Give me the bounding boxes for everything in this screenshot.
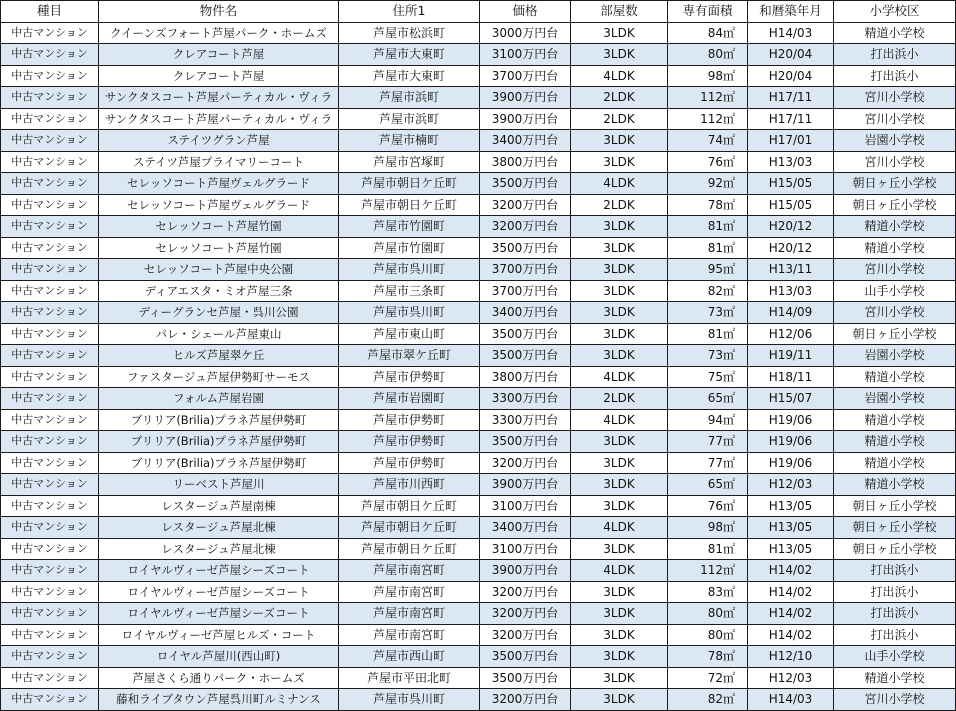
price-cell[interactable]: 3800万円台 xyxy=(480,151,571,173)
price-cell[interactable]: 3200万円台 xyxy=(480,194,571,216)
property-name-cell[interactable]: リーベスト芦屋川 xyxy=(99,474,339,496)
rooms-cell[interactable]: 3LDK xyxy=(571,495,668,517)
price-cell[interactable]: 3900万円台 xyxy=(480,474,571,496)
property-name-cell[interactable]: ロイヤル芦屋川(西山町) xyxy=(99,646,339,668)
floor-area-cell[interactable]: 81㎡ xyxy=(668,237,748,259)
type-cell[interactable]: 中古マンション xyxy=(1,409,99,431)
built-date-cell[interactable]: H13/11 xyxy=(748,259,834,281)
table-row[interactable] xyxy=(1,603,956,625)
table-row[interactable] xyxy=(1,538,956,560)
floor-area-cell[interactable]: 81㎡ xyxy=(668,538,748,560)
school-district-cell[interactable]: 宮川小学校 xyxy=(834,108,956,130)
built-date-cell[interactable]: H13/03 xyxy=(748,280,834,302)
property-name-cell[interactable]: パレ・シェール芦屋東山 xyxy=(99,323,339,345)
property-name-cell[interactable]: ヒルズ芦屋翠ケ丘 xyxy=(99,345,339,367)
built-date-cell[interactable]: H13/03 xyxy=(748,151,834,173)
school-district-cell[interactable]: 朝日ヶ丘小学校 xyxy=(834,323,956,345)
rooms-cell[interactable]: 3LDK xyxy=(571,581,668,603)
header-built-date[interactable]: 和暦築年月 xyxy=(748,1,834,23)
school-district-cell[interactable]: 精道小学校 xyxy=(834,431,956,453)
price-cell[interactable]: 3400万円台 xyxy=(480,130,571,152)
table-row[interactable] xyxy=(1,323,956,345)
rooms-cell[interactable]: 3LDK xyxy=(571,603,668,625)
property-name-cell[interactable]: セレッソコート芦屋竹園 xyxy=(99,216,339,238)
address-cell[interactable]: 芦屋市宮塚町 xyxy=(339,151,480,173)
table-row[interactable] xyxy=(1,366,956,388)
table-row[interactable] xyxy=(1,624,956,646)
price-cell[interactable]: 3500万円台 xyxy=(480,173,571,195)
property-name-cell[interactable]: クイーンズフォート芦屋パーク・ホームズ xyxy=(99,22,339,44)
type-cell[interactable]: 中古マンション xyxy=(1,259,99,281)
rooms-cell[interactable]: 3LDK xyxy=(571,538,668,560)
address-cell[interactable]: 芦屋市南宮町 xyxy=(339,560,480,582)
property-name-cell[interactable]: ディーグランセ芦屋・呉川公園 xyxy=(99,302,339,324)
built-date-cell[interactable]: H14/02 xyxy=(748,560,834,582)
address-cell[interactable]: 芦屋市呉川町 xyxy=(339,259,480,281)
address-cell[interactable]: 芦屋市伊勢町 xyxy=(339,431,480,453)
property-name-cell[interactable]: サンクタスコート芦屋パーティカル・ヴィラ xyxy=(99,108,339,130)
rooms-cell[interactable]: 3LDK xyxy=(571,624,668,646)
property-name-cell[interactable]: ブリリア(Brilia)プラネ芦屋伊勢町 xyxy=(99,409,339,431)
property-name-cell[interactable]: クレアコート芦屋 xyxy=(99,44,339,66)
school-district-cell[interactable]: 精道小学校 xyxy=(834,409,956,431)
property-name-cell[interactable]: セレッソコート芦屋中央公園 xyxy=(99,259,339,281)
school-district-cell[interactable]: 宮川小学校 xyxy=(834,151,956,173)
floor-area-cell[interactable]: 82㎡ xyxy=(668,280,748,302)
type-cell[interactable]: 中古マンション xyxy=(1,667,99,689)
property-name-cell[interactable]: 藤和ライブタウン芦屋呉川町ルミナンス xyxy=(99,689,339,711)
type-cell[interactable]: 中古マンション xyxy=(1,108,99,130)
price-cell[interactable]: 3200万円台 xyxy=(480,689,571,711)
table-row[interactable] xyxy=(1,22,956,44)
price-cell[interactable]: 3900万円台 xyxy=(480,108,571,130)
address-cell[interactable]: 芦屋市東山町 xyxy=(339,323,480,345)
floor-area-cell[interactable]: 65㎡ xyxy=(668,474,748,496)
property-name-cell[interactable]: 芦屋さくら通りパーク・ホームズ xyxy=(99,667,339,689)
school-district-cell[interactable]: 朝日ヶ丘小学校 xyxy=(834,517,956,539)
school-district-cell[interactable]: 打出浜小 xyxy=(834,581,956,603)
built-date-cell[interactable]: H15/07 xyxy=(748,388,834,410)
type-cell[interactable]: 中古マンション xyxy=(1,689,99,711)
rooms-cell[interactable]: 4LDK xyxy=(571,65,668,87)
rooms-cell[interactable]: 3LDK xyxy=(571,345,668,367)
floor-area-cell[interactable]: 92㎡ xyxy=(668,173,748,195)
table-row[interactable] xyxy=(1,689,956,711)
property-name-cell[interactable]: ブリリア(Brilia)プラネ芦屋伊勢町 xyxy=(99,431,339,453)
header-type[interactable]: 種目 xyxy=(1,1,99,23)
type-cell[interactable]: 中古マンション xyxy=(1,474,99,496)
school-district-cell[interactable]: 山手小学校 xyxy=(834,646,956,668)
floor-area-cell[interactable]: 95㎡ xyxy=(668,259,748,281)
built-date-cell[interactable]: H13/05 xyxy=(748,517,834,539)
rooms-cell[interactable]: 3LDK xyxy=(571,474,668,496)
type-cell[interactable]: 中古マンション xyxy=(1,22,99,44)
table-row[interactable] xyxy=(1,409,956,431)
type-cell[interactable]: 中古マンション xyxy=(1,65,99,87)
address-cell[interactable]: 芦屋市楠町 xyxy=(339,130,480,152)
built-date-cell[interactable]: H12/10 xyxy=(748,646,834,668)
type-cell[interactable]: 中古マンション xyxy=(1,194,99,216)
address-cell[interactable]: 芦屋市大東町 xyxy=(339,44,480,66)
address-cell[interactable]: 芦屋市伊勢町 xyxy=(339,452,480,474)
rooms-cell[interactable]: 4LDK xyxy=(571,517,668,539)
address-cell[interactable]: 芦屋市南宮町 xyxy=(339,581,480,603)
price-cell[interactable]: 3000万円台 xyxy=(480,22,571,44)
floor-area-cell[interactable]: 77㎡ xyxy=(668,431,748,453)
built-date-cell[interactable]: H20/04 xyxy=(748,65,834,87)
table-row[interactable] xyxy=(1,130,956,152)
built-date-cell[interactable]: H20/04 xyxy=(748,44,834,66)
school-district-cell[interactable]: 朝日ヶ丘小学校 xyxy=(834,538,956,560)
price-cell[interactable]: 3200万円台 xyxy=(480,216,571,238)
built-date-cell[interactable]: H20/12 xyxy=(748,216,834,238)
address-cell[interactable]: 芦屋市朝日ケ丘町 xyxy=(339,194,480,216)
school-district-cell[interactable]: 精道小学校 xyxy=(834,474,956,496)
floor-area-cell[interactable]: 73㎡ xyxy=(668,345,748,367)
school-district-cell[interactable]: 精道小学校 xyxy=(834,366,956,388)
floor-area-cell[interactable]: 82㎡ xyxy=(668,689,748,711)
table-body xyxy=(1,22,956,710)
address-cell[interactable]: 芦屋市翠ケ丘町 xyxy=(339,345,480,367)
property-name-cell[interactable]: ステイツ芦屋プライマリーコート xyxy=(99,151,339,173)
floor-area-cell[interactable]: 80㎡ xyxy=(668,603,748,625)
address-cell[interactable]: 芦屋市朝日ケ丘町 xyxy=(339,517,480,539)
rooms-cell[interactable]: 4LDK xyxy=(571,173,668,195)
floor-area-cell[interactable]: 112㎡ xyxy=(668,560,748,582)
price-cell[interactable]: 3200万円台 xyxy=(480,603,571,625)
address-cell[interactable]: 芦屋市呉川町 xyxy=(339,302,480,324)
table-row[interactable] xyxy=(1,87,956,109)
table-row[interactable] xyxy=(1,151,956,173)
property-name-cell[interactable]: ロイヤルヴィーゼ芦屋シーズコート xyxy=(99,581,339,603)
built-date-cell[interactable]: H14/03 xyxy=(748,22,834,44)
built-date-cell[interactable]: H20/12 xyxy=(748,237,834,259)
address-cell[interactable]: 芦屋市伊勢町 xyxy=(339,409,480,431)
header-school-district[interactable]: 小学校区 xyxy=(834,1,956,23)
school-district-cell[interactable]: 朝日ヶ丘小学校 xyxy=(834,495,956,517)
floor-area-cell[interactable]: 74㎡ xyxy=(668,130,748,152)
type-cell[interactable]: 中古マンション xyxy=(1,603,99,625)
type-cell[interactable]: 中古マンション xyxy=(1,345,99,367)
table-row[interactable] xyxy=(1,560,956,582)
type-cell[interactable]: 中古マンション xyxy=(1,237,99,259)
property-name-cell[interactable]: レスタージュ芦屋北棟 xyxy=(99,538,339,560)
property-name-cell[interactable]: ファスタージュ芦屋伊勢町サーモス xyxy=(99,366,339,388)
school-district-cell[interactable]: 宮川小学校 xyxy=(834,259,956,281)
address-cell[interactable]: 芦屋市竹園町 xyxy=(339,237,480,259)
type-cell[interactable]: 中古マンション xyxy=(1,151,99,173)
price-cell[interactable]: 3700万円台 xyxy=(480,259,571,281)
type-cell[interactable]: 中古マンション xyxy=(1,495,99,517)
school-district-cell[interactable]: 精道小学校 xyxy=(834,667,956,689)
school-district-cell[interactable]: 精道小学校 xyxy=(834,452,956,474)
price-cell[interactable]: 3200万円台 xyxy=(480,624,571,646)
type-cell[interactable]: 中古マンション xyxy=(1,173,99,195)
table-row[interactable] xyxy=(1,495,956,517)
school-district-cell[interactable]: 打出浜小 xyxy=(834,603,956,625)
type-cell[interactable]: 中古マンション xyxy=(1,452,99,474)
property-name-cell[interactable]: サンクタスコート芦屋パーティカル・ヴィラ xyxy=(99,87,339,109)
built-date-cell[interactable]: H14/02 xyxy=(748,581,834,603)
rooms-cell[interactable]: 3LDK xyxy=(571,216,668,238)
price-cell[interactable]: 3500万円台 xyxy=(480,237,571,259)
price-cell[interactable]: 3100万円台 xyxy=(480,538,571,560)
type-cell[interactable]: 中古マンション xyxy=(1,87,99,109)
price-cell[interactable]: 3300万円台 xyxy=(480,409,571,431)
price-cell[interactable]: 3400万円台 xyxy=(480,302,571,324)
type-cell[interactable]: 中古マンション xyxy=(1,216,99,238)
school-district-cell[interactable]: 精道小学校 xyxy=(834,216,956,238)
built-date-cell[interactable]: H12/03 xyxy=(748,667,834,689)
rooms-cell[interactable]: 2LDK xyxy=(571,194,668,216)
property-name-cell[interactable]: ステイツグラン芦屋 xyxy=(99,130,339,152)
school-district-cell[interactable]: 岩園小学校 xyxy=(834,388,956,410)
type-cell[interactable]: 中古マンション xyxy=(1,280,99,302)
rooms-cell[interactable]: 3LDK xyxy=(571,689,668,711)
property-name-cell[interactable]: ディアエスタ・ミオ芦屋三条 xyxy=(99,280,339,302)
type-cell[interactable]: 中古マンション xyxy=(1,431,99,453)
property-name-cell[interactable]: クレアコート芦屋 xyxy=(99,65,339,87)
address-cell[interactable]: 芦屋市浜町 xyxy=(339,87,480,109)
type-cell[interactable]: 中古マンション xyxy=(1,388,99,410)
address-cell[interactable]: 芦屋市松浜町 xyxy=(339,22,480,44)
property-name-cell[interactable]: レスタージュ芦屋北棟 xyxy=(99,517,339,539)
type-cell[interactable]: 中古マンション xyxy=(1,130,99,152)
school-district-cell[interactable]: 打出浜小 xyxy=(834,65,956,87)
table-row[interactable] xyxy=(1,237,956,259)
floor-area-cell[interactable]: 75㎡ xyxy=(668,366,748,388)
type-cell[interactable]: 中古マンション xyxy=(1,581,99,603)
table-row[interactable] xyxy=(1,452,956,474)
built-date-cell[interactable]: H12/03 xyxy=(748,474,834,496)
floor-area-cell[interactable]: 77㎡ xyxy=(668,452,748,474)
rooms-cell[interactable]: 3LDK xyxy=(571,667,668,689)
address-cell[interactable]: 芦屋市川西町 xyxy=(339,474,480,496)
floor-area-cell[interactable]: 98㎡ xyxy=(668,517,748,539)
school-district-cell[interactable]: 岩園小学校 xyxy=(834,345,956,367)
table-row[interactable] xyxy=(1,259,956,281)
floor-area-cell[interactable]: 78㎡ xyxy=(668,194,748,216)
table-row[interactable] xyxy=(1,581,956,603)
property-name-cell[interactable]: セレッソコート芦屋ヴェルグラード xyxy=(99,194,339,216)
property-name-cell[interactable]: セレッソコート芦屋竹園 xyxy=(99,237,339,259)
price-cell[interactable]: 3900万円台 xyxy=(480,560,571,582)
address-cell[interactable]: 芦屋市呉川町 xyxy=(339,689,480,711)
floor-area-cell[interactable]: 65㎡ xyxy=(668,388,748,410)
type-cell[interactable]: 中古マンション xyxy=(1,560,99,582)
school-district-cell[interactable]: 朝日ヶ丘小学校 xyxy=(834,194,956,216)
price-cell[interactable]: 3200万円台 xyxy=(480,452,571,474)
address-cell[interactable]: 芦屋市平田北町 xyxy=(339,667,480,689)
table-row[interactable] xyxy=(1,646,956,668)
table-header xyxy=(1,1,956,23)
address-cell[interactable]: 芦屋市南宮町 xyxy=(339,624,480,646)
price-cell[interactable]: 3500万円台 xyxy=(480,667,571,689)
table-row[interactable] xyxy=(1,173,956,195)
built-date-cell[interactable]: H19/06 xyxy=(748,431,834,453)
header-property-name[interactable]: 物件名 xyxy=(99,1,339,23)
table-row[interactable] xyxy=(1,474,956,496)
school-district-cell[interactable]: 宮川小学校 xyxy=(834,87,956,109)
property-name-cell[interactable]: セレッソコート芦屋ヴェルグラード xyxy=(99,173,339,195)
address-cell[interactable]: 芦屋市朝日ケ丘町 xyxy=(339,173,480,195)
property-name-cell[interactable]: レスタージュ芦屋南棟 xyxy=(99,495,339,517)
price-cell[interactable]: 3700万円台 xyxy=(480,280,571,302)
school-district-cell[interactable]: 岩園小学校 xyxy=(834,130,956,152)
table-row[interactable] xyxy=(1,194,956,216)
table-row[interactable] xyxy=(1,65,956,87)
rooms-cell[interactable]: 4LDK xyxy=(571,366,668,388)
floor-area-cell[interactable]: 76㎡ xyxy=(668,151,748,173)
built-date-cell[interactable]: H18/11 xyxy=(748,366,834,388)
table-row[interactable] xyxy=(1,44,956,66)
school-district-cell[interactable]: 打出浜小 xyxy=(834,624,956,646)
table-row[interactable] xyxy=(1,280,956,302)
table-row[interactable] xyxy=(1,431,956,453)
type-cell[interactable]: 中古マンション xyxy=(1,44,99,66)
property-name-cell[interactable]: ロイヤルヴィーゼ芦屋シーズコート xyxy=(99,560,339,582)
type-cell[interactable]: 中古マンション xyxy=(1,302,99,324)
rooms-cell[interactable]: 3LDK xyxy=(571,646,668,668)
rooms-cell[interactable]: 3LDK xyxy=(571,323,668,345)
address-cell[interactable]: 芦屋市南宮町 xyxy=(339,603,480,625)
table-row[interactable] xyxy=(1,345,956,367)
floor-area-cell[interactable]: 112㎡ xyxy=(668,108,748,130)
floor-area-cell[interactable]: 83㎡ xyxy=(668,581,748,603)
school-district-cell[interactable]: 山手小学校 xyxy=(834,280,956,302)
built-date-cell[interactable]: H19/06 xyxy=(748,409,834,431)
price-cell[interactable]: 3900万円台 xyxy=(480,87,571,109)
built-date-cell[interactable]: H13/05 xyxy=(748,495,834,517)
school-district-cell[interactable]: 打出浜小 xyxy=(834,44,956,66)
floor-area-cell[interactable]: 73㎡ xyxy=(668,302,748,324)
floor-area-cell[interactable]: 72㎡ xyxy=(668,667,748,689)
rooms-cell[interactable]: 3LDK xyxy=(571,302,668,324)
school-district-cell[interactable]: 宮川小学校 xyxy=(834,689,956,711)
rooms-cell[interactable]: 2LDK xyxy=(571,108,668,130)
address-cell[interactable]: 芦屋市朝日ケ丘町 xyxy=(339,495,480,517)
built-date-cell[interactable]: H15/05 xyxy=(748,173,834,195)
rooms-cell[interactable]: 3LDK xyxy=(571,151,668,173)
floor-area-cell[interactable]: 94㎡ xyxy=(668,409,748,431)
built-date-cell[interactable]: H17/11 xyxy=(748,87,834,109)
floor-area-cell[interactable]: 84㎡ xyxy=(668,22,748,44)
built-date-cell[interactable]: H15/05 xyxy=(748,194,834,216)
price-cell[interactable]: 3400万円台 xyxy=(480,517,571,539)
header-floor-area[interactable]: 専有面積 xyxy=(668,1,748,23)
table-row[interactable] xyxy=(1,667,956,689)
address-cell[interactable]: 芦屋市竹園町 xyxy=(339,216,480,238)
rooms-cell[interactable]: 3LDK xyxy=(571,130,668,152)
price-cell[interactable]: 3700万円台 xyxy=(480,65,571,87)
price-cell[interactable]: 3500万円台 xyxy=(480,323,571,345)
built-date-cell[interactable]: H12/06 xyxy=(748,323,834,345)
built-date-cell[interactable]: H19/06 xyxy=(748,452,834,474)
school-district-cell[interactable]: 宮川小学校 xyxy=(834,302,956,324)
rooms-cell[interactable]: 3LDK xyxy=(571,237,668,259)
address-cell[interactable]: 芦屋市岩園町 xyxy=(339,388,480,410)
price-cell[interactable]: 3500万円台 xyxy=(480,345,571,367)
floor-area-cell[interactable]: 98㎡ xyxy=(668,65,748,87)
floor-area-cell[interactable]: 81㎡ xyxy=(668,323,748,345)
floor-area-cell[interactable]: 80㎡ xyxy=(668,44,748,66)
school-district-cell[interactable]: 精道小学校 xyxy=(834,22,956,44)
floor-area-cell[interactable]: 76㎡ xyxy=(668,495,748,517)
built-date-cell[interactable]: H13/05 xyxy=(748,538,834,560)
built-date-cell[interactable]: H17/11 xyxy=(748,108,834,130)
rooms-cell[interactable]: 4LDK xyxy=(571,409,668,431)
price-cell[interactable]: 3500万円台 xyxy=(480,431,571,453)
table-row[interactable] xyxy=(1,108,956,130)
property-name-cell[interactable]: ロイヤルヴィーゼ芦屋ヒルズ・コート xyxy=(99,624,339,646)
built-date-cell[interactable]: H17/01 xyxy=(748,130,834,152)
table-row[interactable] xyxy=(1,302,956,324)
rooms-cell[interactable]: 2LDK xyxy=(571,388,668,410)
header-address[interactable]: 住所1 xyxy=(339,1,480,23)
rooms-cell[interactable]: 2LDK xyxy=(571,87,668,109)
school-district-cell[interactable]: 朝日ヶ丘小学校 xyxy=(834,173,956,195)
school-district-cell[interactable]: 打出浜小 xyxy=(834,560,956,582)
address-cell[interactable]: 芦屋市伊勢町 xyxy=(339,366,480,388)
price-cell[interactable]: 3800万円台 xyxy=(480,366,571,388)
floor-area-cell[interactable]: 80㎡ xyxy=(668,624,748,646)
built-date-cell[interactable]: H14/02 xyxy=(748,624,834,646)
price-cell[interactable]: 3200万円台 xyxy=(480,581,571,603)
address-cell[interactable]: 芦屋市西山町 xyxy=(339,646,480,668)
rooms-cell[interactable]: 3LDK xyxy=(571,452,668,474)
rooms-cell[interactable]: 3LDK xyxy=(571,259,668,281)
price-cell[interactable]: 3300万円台 xyxy=(480,388,571,410)
address-cell[interactable]: 芦屋市朝日ケ丘町 xyxy=(339,538,480,560)
type-cell[interactable]: 中古マンション xyxy=(1,323,99,345)
rooms-cell[interactable]: 3LDK xyxy=(571,431,668,453)
built-date-cell[interactable]: H14/02 xyxy=(748,603,834,625)
type-cell[interactable]: 中古マンション xyxy=(1,624,99,646)
floor-area-cell[interactable]: 112㎡ xyxy=(668,87,748,109)
address-cell[interactable]: 芦屋市浜町 xyxy=(339,108,480,130)
rooms-cell[interactable]: 3LDK xyxy=(571,280,668,302)
address-cell[interactable]: 芦屋市大東町 xyxy=(339,65,480,87)
property-name-cell[interactable]: ロイヤルヴィーゼ芦屋シーズコート xyxy=(99,603,339,625)
table-row[interactable] xyxy=(1,388,956,410)
property-name-cell[interactable]: ブリリア(Brilia)プラネ芦屋伊勢町 xyxy=(99,452,339,474)
school-district-cell[interactable]: 精道小学校 xyxy=(834,237,956,259)
price-cell[interactable]: 3100万円台 xyxy=(480,495,571,517)
address-cell[interactable]: 芦屋市三条町 xyxy=(339,280,480,302)
floor-area-cell[interactable]: 78㎡ xyxy=(668,646,748,668)
built-date-cell[interactable]: H19/11 xyxy=(748,345,834,367)
header-rooms[interactable]: 部屋数 xyxy=(571,1,668,23)
header-row xyxy=(1,1,956,23)
property-name-cell[interactable]: フォルム芦屋岩園 xyxy=(99,388,339,410)
price-cell[interactable]: 3500万円台 xyxy=(480,646,571,668)
rooms-cell[interactable]: 3LDK xyxy=(571,44,668,66)
type-cell[interactable]: 中古マンション xyxy=(1,517,99,539)
rooms-cell[interactable]: 3LDK xyxy=(571,22,668,44)
price-cell[interactable]: 3100万円台 xyxy=(480,44,571,66)
built-date-cell[interactable]: H14/09 xyxy=(748,302,834,324)
table-row[interactable] xyxy=(1,517,956,539)
type-cell[interactable]: 中古マンション xyxy=(1,646,99,668)
rooms-cell[interactable]: 4LDK xyxy=(571,560,668,582)
header-price[interactable]: 価格 xyxy=(480,1,571,23)
built-date-cell[interactable]: H14/03 xyxy=(748,689,834,711)
type-cell[interactable]: 中古マンション xyxy=(1,538,99,560)
table-row[interactable] xyxy=(1,216,956,238)
type-cell[interactable]: 中古マンション xyxy=(1,366,99,388)
floor-area-cell[interactable]: 81㎡ xyxy=(668,216,748,238)
